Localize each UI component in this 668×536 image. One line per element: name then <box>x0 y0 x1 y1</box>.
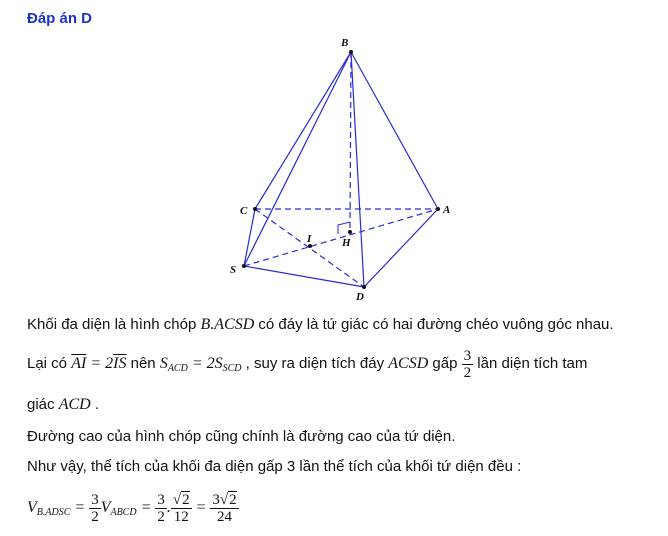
text-line-5: Như vậy, thể tích của khối đa diện gấp 3 lần thể tích của khối tứ diện đều : <box>27 458 522 475</box>
edge-SD <box>244 266 364 287</box>
text-line-1: Khối đa diện là hình chóp B.ACSD có đáy là tứ giác có hai đường chéo vuông góc nhau. <box>27 316 614 333</box>
label-I: I <box>307 233 312 245</box>
edge-BS <box>244 52 351 266</box>
edge-BC <box>255 52 351 209</box>
edge-BA <box>351 52 438 209</box>
text-line-2: Lại có $\overline{AI} = 2\overline{IS}$ nên $S_{ACD} = 2S_{SCD}$ , suy ra diện tích đáy ACSD gấp $\frac{3}{2}$ lần diện tích tam <box>27 347 588 381</box>
text-line-4: Đường cao của hình chóp cũng chính là đường cao của tứ diện. <box>27 428 456 445</box>
edge-SA <box>244 209 438 266</box>
edge-CS <box>244 209 255 266</box>
fraction-3-2: $\frac{3}{2}$ <box>463 347 472 381</box>
edge-DA <box>364 209 438 287</box>
volume-formula: $V_{B.ADSC}$ = $\frac{3}{2}$ $V_{ABCD}$ = $\frac{3}{2}$ . $\frac{√2}{12}$ = $\frac{3√2}{24}$ <box>27 491 237 525</box>
label-C: C <box>240 205 248 217</box>
label-B: B <box>341 37 349 49</box>
label-H: H <box>342 237 351 249</box>
label-S: S <box>230 264 237 276</box>
edge-BD <box>351 52 364 287</box>
edge-BH <box>350 52 351 232</box>
answer-label: Đáp án D <box>27 10 93 27</box>
label-D: D <box>356 291 364 303</box>
label-A: A <box>443 204 451 216</box>
text-line-3: giác ACD . <box>27 396 100 413</box>
